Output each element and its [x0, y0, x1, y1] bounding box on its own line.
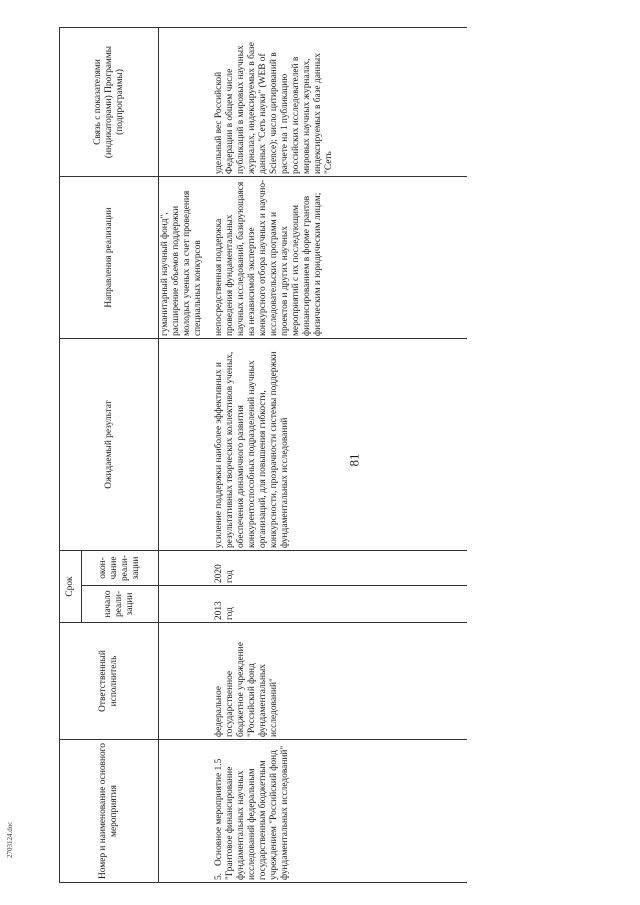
cell-measure	[213, 740, 467, 883]
rotated-table-container	[59, 28, 564, 883]
cell-empty	[159, 28, 214, 177]
header-term: Срок	[60, 551, 82, 623]
header-result: Ожидаемый результат	[60, 339, 159, 551]
table-row	[213, 28, 467, 883]
cell-empty	[159, 551, 214, 586]
cell-empty	[159, 339, 214, 551]
header-measure: Номер и наименование основного мероприятия	[60, 740, 159, 883]
header-term-start: начало реали-зации	[81, 586, 158, 623]
header-executor: Ответственный исполнитель	[60, 623, 159, 740]
cell-executor: федеральное государственное бюджетное учреждение "Российский фонд фундаментальных исследований"	[213, 623, 467, 740]
cell-empty	[159, 740, 214, 883]
cell-directions: непосредственная поддержка проведения фундаментальных научных исследований, базирующаяся на независимой экспертизе конкурсного отбора научных и научно-исследовательских программ и проектов и других научных мероприятий с их последующим финансированием в форме грантов физическим и юридическим лицам;	[213, 177, 467, 339]
cell-empty	[159, 586, 214, 623]
cell-indicators: удельный вес Российской Федерации в общем числе публикаций в мировых научных журналах, индексируемых в базе данных "Сеть науки" (WEB of Science); число цитирований в расчете на 1 публикацию российских исследователей в мировых научных журналах, индексируемых в базе данных "Сеть	[213, 28, 467, 177]
cell-start: 2013 год	[213, 586, 467, 623]
measure-text: Основное мероприятие 1.5 "Грантовое финансирование фундаментальных научных исследований федеральным государственным бюджетным учреждением "Российский фонд фундаментальных исследований"	[214, 745, 290, 880]
header-term-end: окон-чание реали-зации	[81, 551, 158, 586]
document-code: 2703124.doc	[6, 821, 14, 858]
measures-table	[59, 27, 467, 883]
cell-empty	[159, 623, 214, 740]
page-number-text: 81	[346, 453, 362, 467]
row-number: 5.	[214, 872, 224, 880]
cell-result: усиление поддержки наиболее эффективных и результативных творческих коллективов ученых, обеспечения динамичного развития конкурентоспособных подразделений научных организаций, для повышения гибкости, конкурсности, прозрачности системы поддержки фундаментальных исследований	[213, 339, 467, 551]
table-row-carryover	[159, 28, 214, 883]
cell-end: 2020 год	[213, 551, 467, 586]
cell-directions-carryover: гуманитарный научный фонд", расширение объемов поддержки молодых ученых за счет проведения специальных конкурсов	[159, 177, 214, 339]
header-directions: Направления реализации	[60, 177, 159, 339]
header-row-1	[60, 28, 82, 883]
header-indicators: Связь с показателями (индикаторами) Программы (подпрограммы)	[60, 28, 159, 177]
